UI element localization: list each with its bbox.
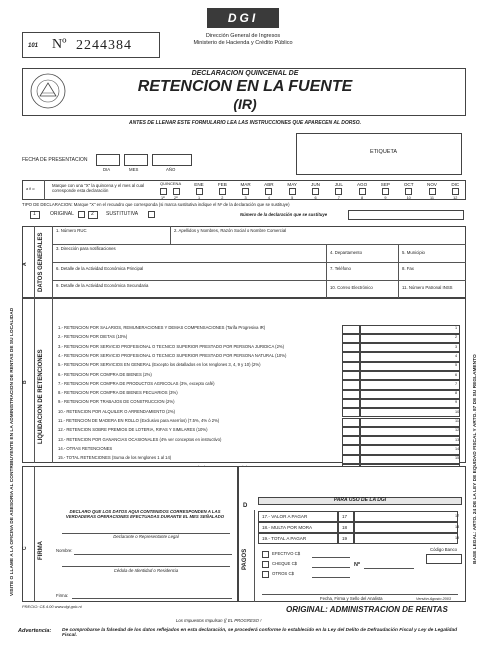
month-number-9: 9	[384, 196, 387, 200]
field-actividad-principal-label: 6. Detalle de la Actividad Económica Principal	[56, 266, 144, 271]
field-departamento-label: 4. Departamento	[330, 250, 363, 255]
representante-label: Declarante o Representante Legal	[113, 534, 179, 539]
month-name-3: MAR	[240, 182, 251, 187]
para-uso-label: PARA USO DE LA DGI	[333, 497, 387, 503]
retencion-row-number: 12	[455, 428, 460, 433]
month-name-9: SEP	[380, 182, 390, 187]
retencion-code-cell	[342, 445, 360, 454]
retencion-row-number: 6	[455, 372, 458, 377]
retencion-row-label: 3.- RETENCION POR SERVICIO PROFESIONAL O TECNICO SUPERIOR PRESTADO POR PERSONA JURIDICA (2%)	[58, 343, 285, 349]
month-checkbox-12[interactable]	[452, 188, 459, 195]
precio-text: PRECIO: C$ 4.00 www.dgi.gob.ni	[22, 604, 82, 609]
retencion-row-number: 1	[455, 326, 458, 330]
seal-icon	[30, 73, 66, 109]
month-number-12: 12	[453, 196, 458, 200]
numero-cheque-label: Nº	[354, 562, 360, 568]
pago-row-code: 19	[342, 536, 348, 541]
section-c-letter: C	[22, 546, 28, 550]
cedula-label: Cédula de Identidad o Residencia	[113, 568, 179, 573]
section-c-title: FIRMA	[38, 541, 44, 560]
pago-amount-field[interactable]	[354, 533, 458, 544]
month-name-8: AGO	[356, 182, 368, 187]
period-instruction: Marque con una "X" la quincena y el mes al cual corresponde esta declaración	[52, 183, 145, 193]
month-checkbox-11[interactable]	[429, 188, 436, 195]
retencion-row-label: 6.- RETENCION POR COMPRA DE BIENES (2%)	[58, 371, 152, 377]
retencion-code-cell	[342, 427, 360, 436]
retencion-code-cell	[342, 343, 360, 352]
month-number-4: 4	[267, 196, 270, 200]
retencion-row-label: 15.- TOTAL RETENCIONES (Suma de los renglones 1 al 14)	[58, 455, 172, 461]
instructions-notice: ANTES DE LLENAR ESTE FORMULARIO LEA LAS INSTRUCCIONES QUE APARECEN AL DORSO.	[128, 120, 362, 126]
quincena-1-checkbox[interactable]	[160, 188, 167, 195]
fecha-mes-label: MES	[129, 167, 139, 172]
tipo-numero-label: Número de la declaración que se sustituye	[240, 212, 328, 217]
field-actividad-secundaria-label: 9. Detalle de la Actividad Económica Secundaria	[56, 283, 149, 288]
retencion-amount-field[interactable]	[360, 380, 460, 389]
advertencia-text: De comprobarse la falsedad de los datos reflejados en esta declaración, se procederá conforme lo establecido en la Ley del Delito de Defraudación Fiscal y Ley de Legalidad Fiscal.	[62, 628, 458, 639]
retencion-row-number: 11	[455, 419, 459, 423]
month-name-12: DIC	[451, 182, 460, 187]
retencion-code-cell	[342, 380, 360, 389]
firma-label: Firma:	[56, 593, 69, 598]
retencion-row-number: 2	[455, 335, 458, 340]
fecha-mes-field[interactable]	[124, 154, 148, 166]
otros-checkbox[interactable]	[262, 571, 269, 578]
retencion-code-cell	[342, 455, 360, 464]
retencion-row-number: 5	[455, 363, 458, 368]
ministry-name: Ministerio de Hacienda y Crédito Público	[193, 40, 293, 46]
fecha-firma-sello-label: Fecha, Firma y Sello del Analista	[320, 596, 383, 601]
month-number-2: 2	[221, 196, 224, 200]
retencion-row-label: 12.- RETENCION SOBRE PREMIOS DE LOTERIA, RIFAS Y SIMILARES (10%)	[58, 427, 208, 433]
tipo-label: TIPO DE DECLARACION: Marque "X" en el recuadro que corresponda (si marca sustitutiva indique el Nº de la declaración que se sustituye)	[22, 202, 290, 207]
form-serial-number: 2244384	[76, 38, 132, 53]
retencion-amount-field[interactable]	[360, 418, 460, 427]
month-number-1: 1	[197, 196, 201, 200]
nombre-field[interactable]	[74, 554, 232, 555]
original-label: ORIGINAL: ADMINISTRACION DE RENTAS	[286, 605, 448, 614]
section-d-title: PAGOS	[242, 548, 248, 570]
month-checkbox-9[interactable]	[382, 188, 389, 195]
tipo-numero-field[interactable]	[348, 210, 464, 220]
retencion-code-cell	[342, 352, 360, 361]
period-year-marker: a ñ o	[26, 187, 35, 191]
retencion-amount-field[interactable]	[360, 408, 460, 417]
field-fax-label: 8. Fax	[402, 266, 414, 271]
progreso-text: Los Impuestos Impulsan (( EL PROGRESO !	[176, 618, 262, 623]
month-number-7: 7	[337, 196, 340, 200]
quincena-1-label: 1ª	[161, 196, 165, 200]
quincena-label: QUINCENA	[160, 181, 182, 186]
month-checkbox-1[interactable]	[196, 188, 203, 195]
advertencia-label: Advertencia:	[18, 628, 52, 634]
month-name-11: NOV	[427, 182, 437, 187]
retencion-amount-field[interactable]	[360, 427, 460, 436]
retencion-row-label: 9.- RETENCION POR TRABAJOS DE CONSTRUCCION (2%)	[58, 399, 175, 405]
month-checkbox-6[interactable]	[312, 188, 319, 195]
month-number-3: 3	[244, 196, 247, 200]
month-name-1: ENE	[194, 182, 204, 187]
fecha-label: FECHA DE PRESENTACION	[22, 157, 88, 163]
retencion-row-number: 8	[455, 391, 458, 396]
retencion-amount-field[interactable]	[360, 390, 460, 399]
tipo-original-label: ORIGINAL	[50, 211, 74, 217]
pago-row-code: 17	[342, 514, 348, 519]
retencion-row-number: 3	[455, 344, 458, 349]
retencion-row-label: 5.- RETENCION POR SERVICIOS EN GENERAL (Excepto los detallados en los renglones 3, 4, 9 y 10) (2%)	[58, 362, 261, 368]
retencion-amount-field[interactable]	[360, 436, 460, 445]
retencion-row-label: 1.- RETENCION POR SALARIOS, REMUNERACIONES Y DEMAS COMPENSACIONES (Tarifa Progresiva IR)	[58, 325, 266, 330]
retencion-row-label: 11.- RETENCION DE MADERA EN ROLLO (Exclusivo para Aserríos) (7.5%, 4% ó 2%)	[58, 418, 220, 423]
retencion-row-number: 9	[455, 400, 458, 405]
pago-row-number: 19	[455, 536, 460, 540]
month-number-6: 6	[314, 196, 317, 200]
tipo-sustitutiva-label: SUSTITUTIVA	[106, 211, 139, 217]
section-d-letter: D	[243, 503, 248, 509]
retencion-row-number: 4	[455, 353, 458, 358]
section-a-letter: A	[22, 262, 28, 266]
month-number-5: 5	[291, 196, 294, 200]
field-municipio-label: 5. Municipio	[402, 250, 425, 255]
month-number-11: 11	[430, 196, 434, 200]
firma-field[interactable]	[72, 598, 232, 599]
field-ruc-label: 1. Número RUC	[56, 228, 87, 233]
retencion-code-cell	[342, 325, 360, 334]
efectivo-checkbox[interactable]	[262, 551, 269, 558]
retencion-row-number: 15	[455, 456, 460, 461]
org-name: Dirección General de Ingresos	[205, 33, 281, 39]
retencion-code-cell	[342, 408, 360, 417]
page-title: RETENCION EN LA FUENTE	[137, 78, 353, 95]
retencion-amount-field[interactable]	[360, 455, 460, 464]
month-checkbox-2[interactable]	[219, 188, 226, 195]
retencion-row-label: 10.- RETENCION POR ALQUILER O ARRENDAMIENTO (2%)	[58, 408, 175, 414]
month-name-2: FEB	[217, 182, 227, 187]
codigo-banco-label: Código Banco	[430, 547, 457, 552]
dgi-logo: DGI	[207, 8, 279, 28]
retencion-amount-field[interactable]	[360, 371, 460, 380]
pago-row-number: 17	[455, 514, 460, 518]
etiqueta-label: ETIQUETA	[370, 149, 398, 155]
retencion-row-number: 13	[455, 437, 460, 442]
field-direccion-label: 3. Dirección para notificaciones	[56, 246, 116, 251]
title-ir: (IR)	[233, 96, 257, 112]
retencion-row-number: 14	[455, 446, 460, 451]
month-name-7: JUL	[334, 182, 343, 187]
pago-row-code: 18	[342, 525, 348, 530]
month-checkbox-5[interactable]	[289, 188, 296, 195]
retencion-row-label: 7.- RETENCION POR COMPRA DE PRODUCTOS AGRICOLAS (3%, excepto café)	[58, 380, 215, 386]
month-checkbox-10[interactable]	[405, 188, 412, 195]
section-b-letter: B	[22, 380, 28, 384]
tipo-sustitutiva-checkbox[interactable]	[148, 211, 155, 218]
fecha-ano-field[interactable]	[152, 154, 192, 166]
month-checkbox-7[interactable]	[335, 188, 342, 195]
pago-amount-field[interactable]	[354, 522, 458, 533]
tipo-original-checkbox[interactable]	[78, 211, 85, 218]
otros-label: OTROS C$	[272, 571, 294, 576]
tipo-original-number: 1	[33, 211, 36, 217]
retencion-amount-field[interactable]	[360, 325, 460, 334]
nombre-label: Nombre:	[56, 548, 73, 553]
retencion-code-cell	[342, 436, 360, 445]
retencion-code-cell	[342, 334, 360, 343]
field-correo-label: 10. Correo Electrónico	[330, 285, 373, 290]
month-checkbox-3[interactable]	[242, 188, 249, 195]
pago-row-label: 17.- VALOR A PAGAR	[262, 514, 308, 519]
version-text: Versión Agosto 2003	[416, 597, 451, 601]
retencion-row-label: 13.- RETENCION POR GANANCIAS OCASIONALES (4% ver conceptos en instructivo)	[58, 436, 222, 442]
form-code: 101	[28, 43, 39, 49]
field-telefono-label: 7. Teléfono	[330, 266, 351, 271]
fecha-ano-label: AÑO	[166, 167, 176, 172]
retencion-row-label: 14.- OTRAS RETENCIONES	[58, 445, 113, 451]
month-name-4: ABR	[264, 182, 274, 187]
retencion-row-label: 8.- RETENCION POR COMPRA DE BIENES PECUARIOS (3%)	[58, 390, 178, 396]
fecha-dia-field[interactable]	[96, 154, 120, 166]
cheque-label: CHEQUE C$	[272, 561, 298, 566]
title-subtitle: DECLARACION QUINCENAL DE	[191, 70, 299, 77]
month-checkbox-8[interactable]	[359, 188, 366, 195]
left-margin-note: VISITE O LLAME A LA OFICINA DE ASESORIA AL CONTRIBUYENTE EN LA ADMINISTRACION DE RENTAS DE SU LOCALIDAD	[10, 307, 15, 596]
month-name-5: MAY	[287, 182, 297, 187]
field-inss-label: 11. Número Patronal INSS	[402, 285, 453, 290]
retencion-amount-field[interactable]	[360, 352, 460, 361]
pago-row-label: 19.- TOTAL A PAGAR	[262, 536, 307, 541]
retencion-code-cell	[342, 390, 360, 399]
retencion-row-label: 2.- RETENCION POR DIETAS (10%)	[58, 334, 128, 340]
section-a-title: DATOS GENERALES	[38, 232, 44, 292]
pago-row-label: 18.- MULTA POR MORA	[262, 525, 313, 530]
retencion-amount-field[interactable]	[360, 399, 460, 408]
retencion-amount-field[interactable]	[360, 343, 460, 352]
pago-row-number: 18	[455, 525, 460, 529]
retencion-amount-field[interactable]	[360, 445, 460, 454]
retencion-row-label: 4.- RETENCION POR SERVICIO PROFESIONAL O TECNICO SUPERIOR PRESTADO POR PERSONA NATURAL (10%)	[58, 352, 287, 358]
pago-amount-field[interactable]	[354, 511, 458, 522]
month-number-10: 10	[406, 196, 411, 200]
tipo-sustitutiva-number: 2	[91, 211, 94, 217]
retencion-code-cell	[342, 362, 360, 371]
section-b-title: LIQUIDACION DE RETENCIONES	[38, 349, 44, 444]
month-name-10: OCT	[403, 182, 414, 187]
declaration-text: DECLARO QUE LOS DATOS AQUI CONTENIDOS CORRESPONDEN A LAS VERDADERAS OPERACIONES EFECTUADAS DURANTE EL MES SEÑALADO	[65, 509, 225, 519]
retencion-code-cell	[342, 418, 360, 427]
retencion-code-cell	[342, 399, 360, 408]
retencion-row-number: 7	[455, 381, 458, 386]
field-nombre-label: 2. Apellidos y Nombres, Razón Social o Nombre Comercial	[174, 228, 287, 233]
codigo-banco-field[interactable]	[426, 554, 462, 564]
month-name-6: JUN	[311, 182, 320, 187]
number-prefix: Nº	[52, 37, 67, 52]
retencion-code-cell	[342, 371, 360, 380]
retencion-amount-field[interactable]	[360, 334, 460, 343]
efectivo-label: EFECTIVO C$	[272, 551, 301, 556]
retencion-amount-field[interactable]	[360, 362, 460, 371]
retencion-row-number: 10	[455, 409, 460, 414]
quincena-2-checkbox[interactable]	[173, 188, 180, 195]
quincena-2-label: 2ª	[174, 196, 178, 200]
right-margin-note: BASE LEGAL: ARTO. 24 DE LA LEY DE EQUIDAD FISCAL Y ARTO. 87 DE SU REGLAMENTO	[473, 354, 478, 564]
month-checkbox-4[interactable]	[265, 188, 272, 195]
month-number-8: 8	[361, 196, 364, 200]
fecha-dia-label: DIA	[103, 167, 111, 172]
cheque-checkbox[interactable]	[262, 561, 269, 568]
